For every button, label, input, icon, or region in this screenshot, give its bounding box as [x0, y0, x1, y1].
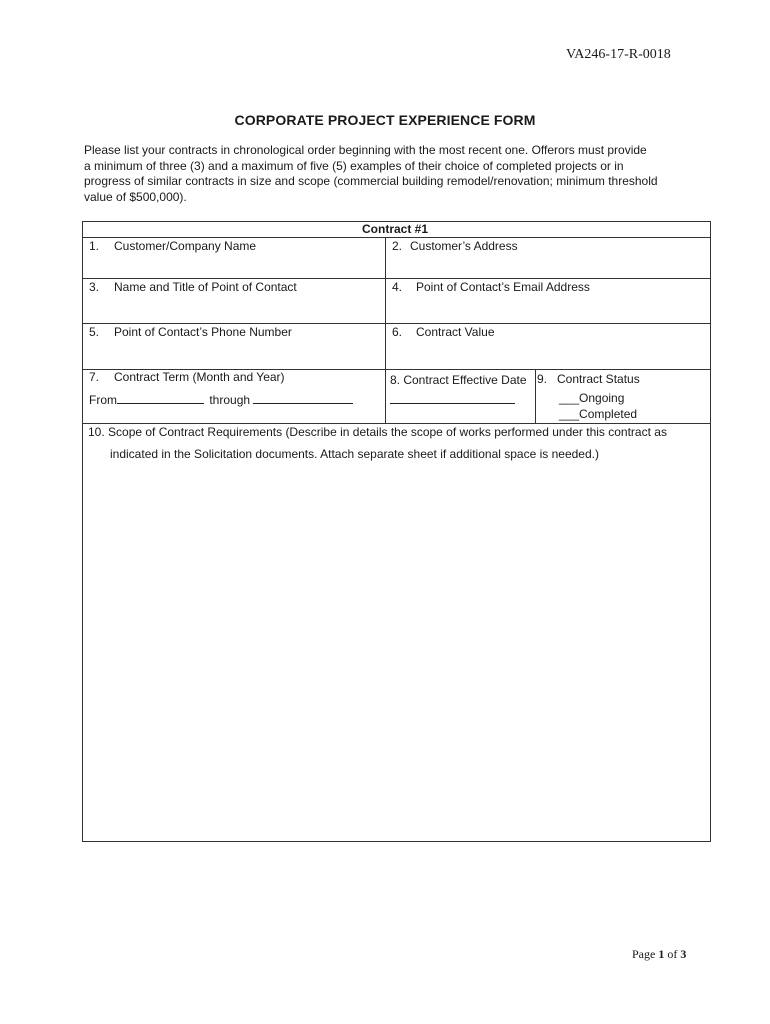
form-title: CORPORATE PROJECT EXPERIENCE FORM — [234, 112, 536, 128]
field-2-number: 2. — [392, 239, 403, 253]
field-1-number: 1. — [89, 239, 100, 253]
effective-date-blank[interactable] — [390, 392, 515, 404]
customer-address-label: Customer’s Address — [410, 239, 518, 253]
row-divider — [83, 423, 710, 424]
contract-value-label: Contract Value — [416, 325, 495, 339]
instructions-line: a minimum of three (3) and a maximum of five (5) examples of their choice of completed projects or in — [84, 158, 624, 173]
contract-term-label: Contract Term (Month and Year) — [114, 370, 285, 384]
status-completed-option[interactable]: ___Completed — [559, 407, 638, 421]
column-divider — [535, 369, 536, 423]
field-7-number: 7. — [89, 370, 100, 384]
document-number: VA246-17-R-0018 — [566, 47, 671, 62]
column-divider — [385, 237, 386, 423]
status-ongoing-option[interactable]: ___Ongoing — [559, 391, 625, 405]
effective-date-label: 8. Contract Effective Date — [390, 373, 527, 387]
page-of: of — [667, 947, 678, 961]
row-divider — [83, 237, 710, 238]
page-indicator — [632, 947, 686, 962]
through-date-blank[interactable] — [253, 392, 353, 404]
instructions-line: value of $500,000). — [84, 189, 187, 204]
row-divider — [83, 278, 710, 279]
scope-label-line-1: 10. Scope of Contract Requirements (Describe in details the scope of works performed under this contract as — [88, 425, 667, 439]
current-page-number: 1 — [658, 947, 665, 961]
from-label: From — [89, 393, 117, 407]
customer-company-name-label: Customer/Company Name — [114, 239, 257, 253]
field-3-number: 3. — [89, 280, 100, 294]
contact-phone-label: Point of Contact’s Phone Number — [114, 325, 292, 339]
contact-name-title-label: Name and Title of Point of Contact — [114, 280, 297, 294]
page-prefix: Page — [632, 947, 656, 961]
field-4-number: 4. — [392, 280, 403, 294]
instructions-line: progress of similar contracts in size and scope (commercial building remodel/renovation; minimum threshold — [84, 174, 658, 188]
scope-description-area[interactable] — [84, 467, 709, 839]
contact-email-label: Point of Contact’s Email Address — [416, 280, 590, 294]
scope-label-line-2: indicated in the Solicitation documents. Attach separate sheet if additional space is needed.) — [110, 447, 599, 461]
field-5-number: 5. — [89, 325, 100, 339]
contract-status-label: Contract Status — [557, 372, 640, 386]
row-divider — [83, 323, 710, 324]
effective-date-field — [390, 392, 515, 407]
contract-header: Contract #1 — [362, 222, 429, 236]
instructions-paragraph — [84, 143, 694, 205]
contract-term-fields — [89, 392, 353, 407]
field-6-number: 6. — [392, 325, 403, 339]
instructions-line: Please list your contracts in chronological order beginning with the most recent one. Offerors must provide — [84, 143, 647, 157]
total-pages: 3 — [680, 947, 687, 961]
through-label: through — [209, 393, 251, 407]
field-9-number: 9. — [537, 372, 548, 386]
contract-form-table — [82, 221, 711, 842]
from-date-blank[interactable] — [117, 392, 204, 404]
